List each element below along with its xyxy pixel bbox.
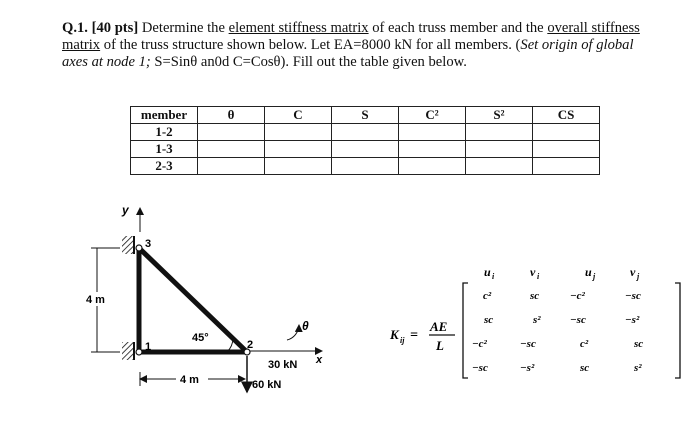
matrix-cell: −s² (625, 314, 640, 326)
matrix-lhs: K (390, 327, 399, 342)
matrix-cell: sc (530, 290, 540, 302)
col-header-ui: u (484, 265, 491, 279)
matrix-cell: c² (580, 338, 589, 350)
question-text-1: Determine the (141, 20, 225, 36)
member-cell: 2-3 (131, 158, 198, 175)
question-text-4: S=Sinθ an0d C=Cosθ). Fill out the table given below. (150, 54, 467, 70)
angle-label: 45° (192, 332, 209, 344)
question-italic-text: Set origin of global axes at node 1; (62, 37, 634, 70)
matrix-l: L (436, 338, 444, 353)
member-cell: 1-3 (131, 141, 198, 158)
element-stiffness-text: element stiffness matrix (228, 20, 369, 36)
height-label: 4 m (86, 294, 105, 306)
overall-stiffness-text: overall stiffness matrix (62, 20, 640, 53)
matrix-cell: sc (580, 362, 590, 374)
support-3-hatch (122, 236, 134, 254)
header-s: S (332, 107, 399, 124)
matrix-cell: −s² (520, 362, 535, 374)
header-member: member (131, 107, 198, 124)
matrix-cell: s² (634, 362, 642, 374)
load-60kn-label: 60 kN (252, 379, 282, 391)
col-header-vi: v (530, 265, 536, 279)
matrix-equals: = (410, 328, 418, 343)
header-c2: C² (399, 107, 466, 124)
width-label: 4 m (180, 374, 199, 386)
node-1 (136, 349, 142, 355)
matrix-cell: −sc (520, 338, 536, 350)
col-header-vj: v (630, 265, 636, 279)
node-3 (136, 245, 142, 251)
node-2-label: 2 (247, 339, 254, 351)
theta-arc (287, 325, 299, 340)
support-1-hatch (122, 342, 134, 360)
matrix-right-bracket (675, 283, 680, 378)
col-header-uj-sub: j (593, 272, 596, 281)
x-axis-label: x (316, 354, 323, 366)
matrix-cell: sc (634, 338, 644, 350)
matrix-cell: −c² (472, 338, 487, 350)
header-s2: S² (466, 107, 533, 124)
matrix-lhs-sub: ij (400, 336, 405, 345)
matrix-left-bracket (463, 283, 468, 378)
col-header-vj-sub: j (637, 272, 640, 281)
matrix-cell: sc (484, 314, 494, 326)
col-header-uj: u (585, 265, 592, 279)
theta-label: θ (302, 319, 309, 333)
matrix-cell: −sc (625, 290, 641, 302)
header-theta: θ (198, 107, 265, 124)
matrix-cell: c² (483, 290, 492, 302)
node-3-label: 3 (145, 238, 152, 250)
question-text-3: of the truss structure shown below. Let EA=8000 kN for all members. ( (103, 37, 521, 53)
node-1-label: 1 (145, 341, 152, 353)
matrix-cell: −c² (570, 290, 585, 302)
question-label: Q.1. [40 pts] (62, 20, 139, 36)
question-text-2: of each truss member and the (372, 20, 544, 36)
matrix-cell: −sc (570, 314, 586, 326)
col-header-ui-sub: i (492, 272, 495, 281)
matrix-ae: AE (430, 319, 448, 334)
y-axis-label: y (122, 203, 129, 217)
member-cell: 1-2 (131, 124, 198, 141)
matrix-cell: s² (533, 314, 541, 326)
header-c: C (265, 107, 332, 124)
load-30kn-label: 30 kN (268, 359, 298, 371)
col-header-vi-sub: i (537, 272, 540, 281)
matrix-cell: −sc (472, 362, 488, 374)
header-cs: CS (533, 107, 600, 124)
